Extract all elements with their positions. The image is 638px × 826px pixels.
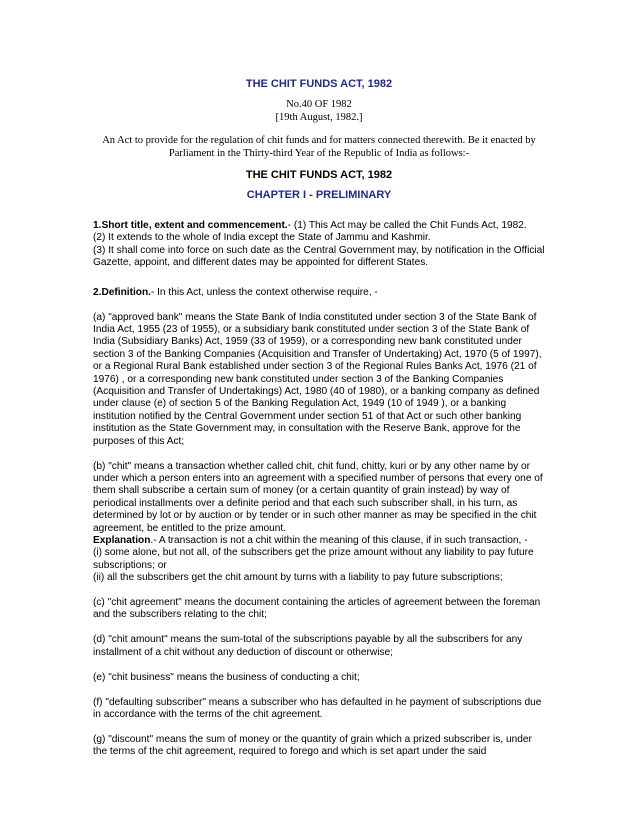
section-1-text-1: - (1) This Act may be called the Chit Funds Act, 1982. [287, 220, 527, 231]
section-1-text-3: (3) It shall come into force on such date as the Central Government may, by notification in the Official Gazette, appoint, and different dates may be appointed for different States. [93, 244, 545, 269]
act-number: No.40 OF 1982 [286, 99, 352, 110]
explanation [93, 535, 548, 585]
explanation-text: .- A transaction is not a chit within the meaning of this clause, if in such transaction, - [150, 534, 528, 546]
definition-c: (c) "chit agreement" means the document containing the articles of agreement between the foreman and the subscribers relating to the chit; [93, 597, 541, 621]
section-1 [93, 220, 548, 270]
section-1-text-2: (2) It extends to the whole of India except the State of Jammu and Kashmir. [93, 232, 431, 244]
definition-e: (e) "chit business" means the business of conducting a chit; [93, 671, 360, 683]
definition-b: (b) "chit" means a transaction whether called chit, chit fund, chitty, kuri or by any other name by or under which a person enters into an agreement with a specified number of persons that every one of them shall subscribe a certain sum of money (or a certain quantity of grain instead) by way of periodical installments over a definite period and that each such subscriber shall, in his turn, as determined by lot or by auction or by tender or in such other manner as may be specified in the chit agreement, be entitled to the prize amount. [93, 460, 543, 534]
act-title-repeat: THE CHIT FUNDS ACT, 1982 [245, 169, 393, 181]
act-number-block [0, 98, 638, 124]
act-body [93, 220, 548, 771]
definition-a: (a) "approved bank" means the State Bank of India constituted under section 3 of the State Bank of India Act, 1955 (23 of 1955), or a subsidiary bank constituted under section 3 of the State Bank of India (Subsidiary Banks) Act, 1959 (33 of 1959), or a corresponding new bank constituted under section 3 of the Banking Companies (Acquisition and Transfer of Undertaking) Act, 1970 (5 of 1997), or a Regional Rural Bank established under section 3 of the Regional Rules Banks Act, 1976 (21 of 1976) , or a corresponding new bank constituted under section 3 of the Banking Companies (Acquisition and Transfer of Undertakings) Act, 1980 (40 of 1980), or a banking company as defined under clause (e) of section 5 of the Banking Regulation Act, 1949 (10 of 1949 ), or a banking institution notified by the Central Government under section 51 of that Act or such other banking institution as the State Government may, in consultation with the Reserve Bank, approve for the purposes of this Act; [93, 311, 542, 447]
preamble: An Act to provide for the regulation of chit funds and for matters connected therewith. Be it enacted by Parliament in the Thirty-third Year of the Republic of India as follows:- [102, 135, 536, 159]
explanation-ii: (ii) all the subscribers get the chit amount by turns with a liability to pay future subscriptions; [93, 572, 503, 584]
section-1-heading: 1.Short title, extent and commencement. [93, 220, 288, 231]
definition-f: (f) "defaulting subscriber" means a subscriber who has defaulted in he payment of subscriptions due in accordance with the terms of the chit agreement. [93, 696, 542, 720]
section-2-intro [93, 287, 548, 299]
section-2-intro-text: - In this Act, unless the context otherwise require, - [150, 286, 378, 298]
act-title: THE CHIT FUNDS ACT, 1982 [245, 78, 393, 90]
chapter-heading: CHAPTER I - PRELIMINARY [246, 189, 392, 201]
explanation-i: (i) some alone, but not all, of the subscribers get the prize amount without any liability to pay future subscriptions; or [93, 547, 534, 571]
act-date: [19th August, 1982.] [275, 112, 363, 123]
explanation-label: Explanation [93, 534, 151, 546]
definition-g: (g) "discount" means the sum of money or the quantity of grain which a prized subscriber is, under the terms of the chit agreement, required to forego and which is set apart under the said [93, 733, 532, 758]
section-2-heading: 2.Definition. [93, 286, 151, 298]
definition-d: (d) "chit amount" means the sum-total of the subscriptions payable by all the subscribers for any installment of a chit without any deduction of discount or otherwise; [93, 634, 523, 658]
